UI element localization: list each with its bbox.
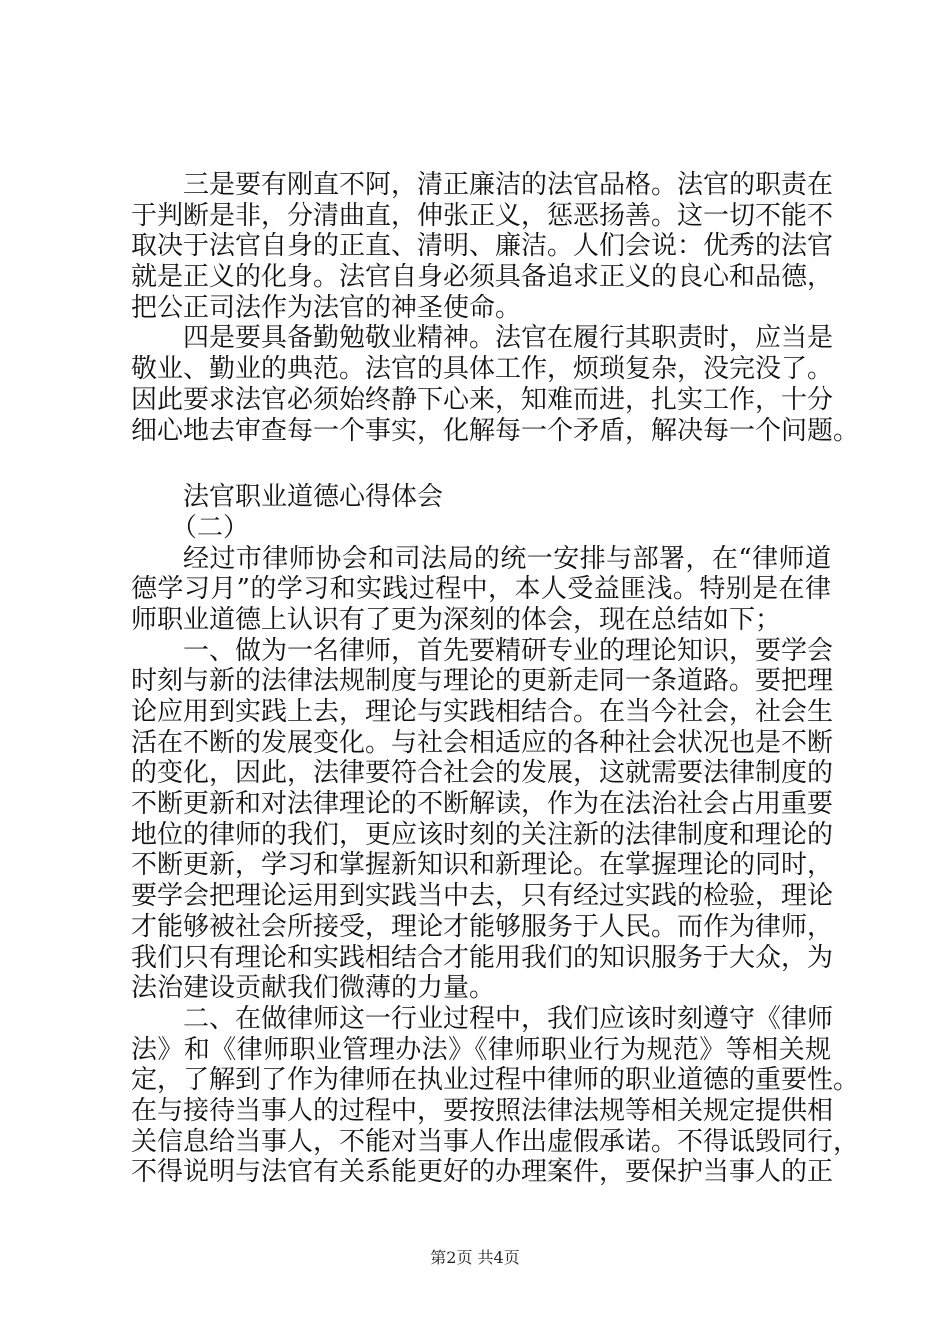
paragraph-line: 不断更新和对法律理论的不断解读，作为在法治社会占用重要	[131, 789, 834, 820]
paragraph-line: 把公正司法作为法官的神圣使命。	[131, 292, 522, 323]
page-footer	[0, 1245, 950, 1268]
paragraph-line: 德学习月”的学习和实践过程中，本人受益匪浅。特别是在律	[131, 574, 831, 605]
paragraph-line: 活在不断的发展变化。与社会相适应的各种社会状况也是不断	[131, 727, 834, 758]
paragraph-line: 因此要求法官必须始终静下心来，知难而进，扎实工作，十分	[131, 384, 834, 415]
paragraph-line: 师职业道德上认识有了更为深刻的体会，现在总结如下；	[131, 604, 782, 635]
paragraph-line: 二、在做律师这一行业过程中，我们应该时刻遵守《律师	[183, 1003, 834, 1034]
paragraph-section-three	[131, 170, 834, 323]
paragraph-line: 我们只有理论和实践相结合才能用我们的知识服务于大众，为	[131, 942, 834, 973]
paragraph-intro	[131, 544, 831, 636]
paragraph-section-four	[131, 323, 860, 446]
paragraph-line: 地位的律师的我们，更应该时刻的关注新的法律制度和理论的	[131, 819, 834, 850]
paragraph-line: 法治建设贡献我们微薄的力量。	[131, 973, 496, 1004]
page-number-label: 第2页 共4页	[430, 1248, 520, 1267]
paragraph-line: 的变化，因此，法律要符合社会的发展，这就需要法律制度的	[131, 758, 834, 789]
paragraph-line: 才能够被社会所接受，理论才能够服务于人民。而作为律师，	[131, 911, 834, 942]
paragraph-line: 关信息给当事人，不能对当事人作出虚假承诺。不得诋毁同行，	[131, 1126, 860, 1157]
paragraph-line: 时刻与新的法律法规制度与理论的更新走同一条道路。要把理	[131, 666, 834, 697]
section-spacer	[131, 446, 831, 482]
paragraph-line: 取决于法官自身的正直、清明、廉洁。人们会说：优秀的法官	[131, 231, 834, 262]
paragraph-line: 四是要具备勤勉敬业精神。法官在履行其职责时，应当是	[183, 323, 834, 354]
paragraph-line: 经过市律师协会和司法局的统一安排与部署，在“律师道	[183, 543, 831, 574]
paragraph-line: 敬业、勤业的典范。法官的具体工作，烦琐复杂，没完没了。	[131, 354, 834, 385]
paragraph-line: 法》和《律师职业管理办法》《律师职业行为规范》等相关规	[131, 1034, 831, 1065]
paragraph-line: 不断更新，学习和掌握新知识和新理论。在掌握理论的同时，	[131, 850, 834, 881]
paragraph-point-two	[131, 1003, 860, 1188]
paragraph-point-one	[131, 635, 834, 1004]
paragraph-line: 细心地去审查每一个事实，化解每一个矛盾，解决每一个问题。	[131, 415, 860, 446]
document-title: 法官职业道德心得体会	[183, 482, 444, 513]
paragraph-line: 定，了解到了作为律师在执业过程中律师的职业道德的重要性。	[131, 1065, 860, 1096]
paragraph-line: 就是正义的化身。法官自身必须具备追求正义的良心和品德，	[131, 262, 834, 293]
paragraph-line: 要学会把理论运用到实践当中去，只有经过实践的检验，理论	[131, 881, 834, 912]
paragraph-line: 在与接待当事人的过程中，要按照法律法规等相关规定提供相	[131, 1095, 834, 1126]
paragraph-line: 一、做为一名律师，首先要精研专业的理论知识，要学会	[183, 635, 834, 666]
paragraph-line: 不得说明与法官有关系能更好的办理案件，要保护当事人的正	[131, 1157, 834, 1188]
document-subtitle: （二）	[171, 512, 250, 543]
paragraph-line: 于判断是非，分清曲直，伸张正义，惩恶扬善。这一切不能不	[131, 200, 834, 231]
paragraph-line: 三是要有刚直不阿，清正廉洁的法官品格。法官的职责在	[183, 170, 834, 200]
document-body	[131, 170, 860, 1188]
paragraph-line: 论应用到实践上去，理论与实践相结合。在当今社会，社会生	[131, 697, 834, 727]
